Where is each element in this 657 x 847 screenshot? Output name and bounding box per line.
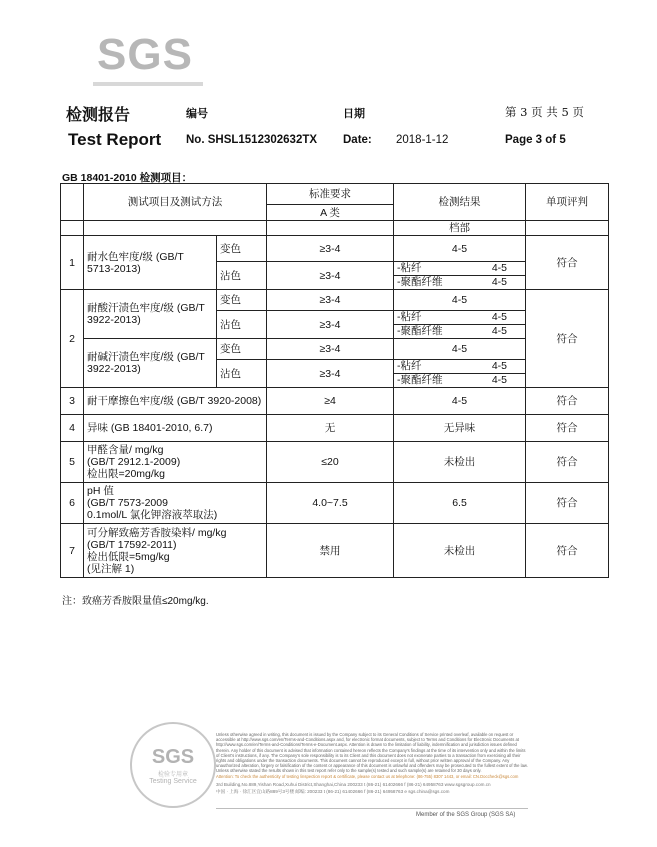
table-row [61,415,609,442]
judgement-value: 符合 [526,483,609,524]
sgs-logo: SGS [97,30,193,79]
table-subheader-row [61,221,609,236]
sgs-stamp [130,722,216,808]
stamp-text-cn: 检验专用章 [157,770,188,778]
requirement-value: ≥3-4 [267,262,394,290]
footer-divider [216,808,528,809]
requirement-value: 无 [267,415,394,442]
result-subrow: -聚酯纤维 4-5 [397,276,507,288]
sub-label: 变色 [217,290,267,311]
row-number: 2 [61,290,84,388]
row-item: 耐干摩擦色牢度/级 (GB/T 3920-2008) [84,388,267,415]
judgement-value: 符合 [526,236,609,290]
result-value: 4-5 [394,236,526,262]
disclaimer-block [216,732,528,794]
stamp-text-en: Testing Service [149,777,197,785]
header-class-a: A 类 [267,205,394,221]
report-date: 2018-1-12 [396,134,449,146]
result-subrow: -聚酯纤维 4-5 [397,325,507,337]
sub-label: 变色 [217,236,267,262]
requirement-value: ≥3-4 [267,311,394,339]
member-note: Member of the SGS Group (SGS SA) [416,812,516,818]
test-results-table [60,183,609,578]
requirement-value: ≤20 [267,442,394,483]
row-item: 可分解致癌芳香胺染料/ mg/kg (GB/T 17592-2011) 检出低限=5mg/kg (见注解 1) [84,524,267,578]
table-row [61,236,609,262]
row-item: 甲醛含量/ mg/kg (GB/T 2912.1-2009) 检出限=20mg/kg [84,442,267,483]
header-sample-part: 档部 [394,221,526,236]
result-value: 无异味 [394,415,526,442]
requirement-value: ≥3-4 [267,290,394,311]
page-number-cn: 第 3 页 共 5 页 [505,105,584,119]
row-number: 5 [61,442,84,483]
report-title-en: Test Report [68,130,162,149]
footnote: 注：致癌芳香胺限量值≤20mg/kg. [62,596,209,607]
report-number: No. SHSL1512302632TX [186,134,318,146]
requirement-value: ≥3-4 [267,339,394,360]
result-value: 6.5 [394,483,526,524]
table-row [61,483,609,524]
table-row [61,442,609,483]
result-value: 4-5 [394,339,526,360]
requirement-value: 禁用 [267,524,394,578]
table-row [61,524,609,578]
row-item: 耐酸汗渍色牢度/级 (GB/T 3922-2013) [84,290,217,339]
judgement-value: 符合 [526,415,609,442]
disclaimer-text: Unless otherwise agreed in writing, this document is issued by the Company subject to its General Conditions of Service printed overleaf, available on request or accessible at http://www.sgs.com/en/Terms-and-Conditions.aspx and, for electronic format documents, subject to Terms and Conditions for Electronic Documents at http://www.sgs.com/en/Terms-and-Conditions/Terms-e-Document.aspx. Attention is drawn to the limitation of liability, indemnification and jurisdiction issues defined therein. Any holder of this document is advised that information contained hereon reflects the Company's findings at the time of its intervention only and within the limits of Client's instructions, if any. The Company's sole responsibility is to its Client and this document does not exonerate parties to a transaction from exercising all their rights and obligations under the transaction documents. This document cannot be reproduced except in full, without prior written approval of the Company. Any unauthorized alteration, forgery or falsification of the content or appearance of this document is unlawful and offenders may be prosecuted to the fullest extent of the law. Unless otherwise stated the results shown in this test report refer only to the sample(s) tested and such sample(s) are retained for 30 days only. [216,732,528,774]
sub-label: 变色 [217,339,267,360]
address-cn: 中国 · 上海 · 徐汇区宜山路889号3号楼 邮编: 200233 t (86-21) 61402666 f (86-21) 64958763 e sgs.china@sgs.com [216,789,450,795]
section-title: GB 18401-2010 检测项目： [62,172,193,184]
requirement-value: ≥3-4 [267,236,394,262]
row-item: 耐水色牢度/级 (GB/T 5713-2013) [84,236,217,290]
requirement-value: ≥3-4 [267,360,394,388]
header-judgement: 单项评判 [526,184,609,221]
authenticity-notice: Attention: To check the authenticity of testing /inspection report & certificate, please contact us at telephone: (86-755) 8307 1443, or email: CN.Doccheck@sgs.com [216,773,519,779]
date-label-en: Date: [343,134,372,146]
row-number: 3 [61,388,84,415]
result-subrow: -粘纤 4-5 [394,311,525,325]
table-row [61,388,609,415]
result-value: 未检出 [394,524,526,578]
row-number: 6 [61,483,84,524]
judgement-value: 符合 [526,290,609,388]
result-subrow: -聚酯纤维 4-5 [397,374,507,386]
requirement-value: 4.0~7.5 [267,483,394,524]
stamp-brand: SGS [151,745,195,768]
result-value: 未检出 [394,442,526,483]
report-no-label-cn: 编号 [186,107,208,120]
requirement-value: ≥4 [267,388,394,415]
logo-underline [93,82,203,86]
table-row [61,290,609,311]
judgement-value: 符合 [526,524,609,578]
result-value: 4-5 [394,388,526,415]
page-number-en: Page 3 of 5 [505,134,566,146]
sub-label: 沾色 [217,311,267,339]
judgement-value: 符合 [526,442,609,483]
row-number: 1 [61,236,84,290]
sub-label: 沾色 [217,262,267,290]
sub-label: 沾色 [217,360,267,388]
row-number: 7 [61,524,84,578]
result-value: 4-5 [394,290,526,311]
result-subrow: -粘纤 4-5 [394,262,525,276]
row-item: pH 值 (GB/T 7573-2009 0.1mol/L 氯化钾溶液萃取法) [84,483,267,524]
result-subrow: -粘纤 4-5 [394,360,525,374]
table-header-row [61,184,609,205]
date-label-cn: 日期 [343,107,365,120]
row-item: 异味 (GB 18401-2010, 6.7) [84,415,267,442]
judgement-value: 符合 [526,388,609,415]
header-test-items: 测试项目及测试方法 [84,184,267,221]
header-result: 检测结果 [394,184,526,221]
header-requirement: 标准要求 [267,184,394,205]
report-title-cn: 检测报告 [66,105,131,124]
row-number: 4 [61,415,84,442]
row-item: 耐碱汗渍色牢度/级 (GB/T 3922-2013) [84,339,217,388]
address-en: 3rd Building,No.889,Yishan Road,Xuhui District,Shanghai,China 200233 t (86-21) 61402666 f (86-21) 64958763 www.sgsgroup.com.cn [216,781,491,787]
